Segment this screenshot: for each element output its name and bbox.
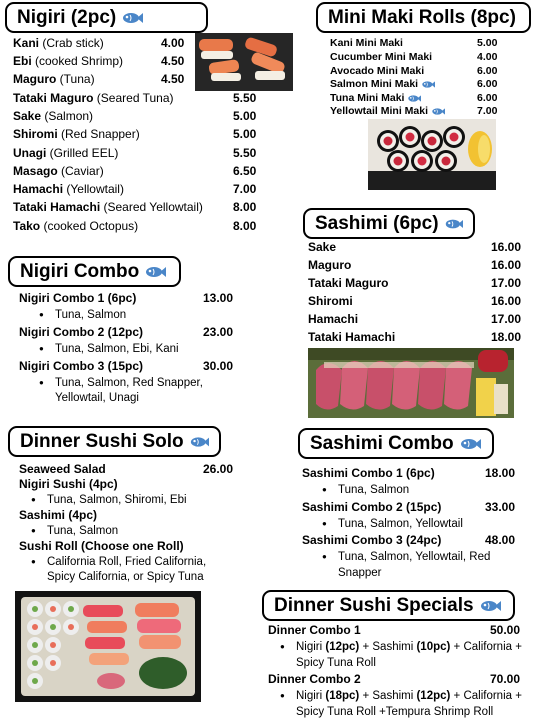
list-item: Kani Mini Maki <box>330 37 403 49</box>
list-item-detail: ● Nigiri (12pc) + Sashimi (10pc) + California + <box>296 640 522 655</box>
price: 17.00 <box>491 276 522 290</box>
list-item-detail-2: Yellowtail, Unagi <box>55 392 139 404</box>
list-item: Nigiri Sushi (4pc) <box>19 477 118 491</box>
price: 8.00 <box>233 200 257 214</box>
list-item: Shiromi <box>308 294 353 308</box>
price: 26.00 <box>203 462 234 476</box>
price: 16.00 <box>491 258 522 272</box>
mini-maki-photo <box>368 119 496 190</box>
price: 16.00 <box>491 294 522 308</box>
list-item-detail: ● Tuna, Salmon <box>55 308 126 323</box>
list-item: Kani (Crab stick) <box>13 36 104 50</box>
list-item-detail: ● Tuna, Salmon <box>47 524 118 539</box>
specials-title: Dinner Sushi Specials <box>274 594 474 616</box>
price: 5.00 <box>477 37 498 49</box>
specials-header <box>262 590 515 621</box>
price: 70.00 <box>490 672 521 686</box>
price: 30.00 <box>203 359 234 373</box>
price: 7.00 <box>233 182 257 196</box>
dinner-solo-header <box>8 426 221 457</box>
list-item: Sashimi Combo 2 (15pc) <box>302 500 442 514</box>
dinner-solo-title: Dinner Sushi Solo <box>20 430 184 452</box>
price: 8.00 <box>233 219 257 233</box>
list-item: Hamachi (Yellowtail) <box>13 182 124 196</box>
list-item-detail: ● California Roll, Fried California, <box>47 555 206 570</box>
list-item: Masago (Caviar) <box>13 164 104 178</box>
fish-icon <box>189 435 209 449</box>
list-item: Nigiri Combo 1 (6pc) <box>19 291 137 305</box>
price: 23.00 <box>203 325 234 339</box>
sashimi-combo-title: Sashimi Combo <box>310 432 454 454</box>
fish-icon <box>407 94 421 103</box>
list-item: Maguro <box>308 258 352 272</box>
list-item-detail: ● Tuna, Salmon, Yellowtail <box>338 517 463 532</box>
nigiri-photo <box>195 33 293 91</box>
mini-maki-title: Mini Maki Rolls (8pc) <box>328 6 516 28</box>
list-item: Sashimi Combo 3 (24pc) <box>302 533 442 547</box>
price: 6.00 <box>477 78 498 90</box>
dinner-platter-photo <box>15 591 201 702</box>
price: 5.50 <box>233 91 257 105</box>
list-item: Tataki Hamachi <box>308 330 396 344</box>
list-item: Nigiri Combo 3 (15pc) <box>19 359 144 373</box>
price: 16.00 <box>491 240 522 254</box>
sashimi-title: Sashimi (6pc) <box>315 212 439 234</box>
list-item-detail: ● Nigiri (18pc) + Sashimi (12pc) + California + <box>296 689 522 704</box>
list-item: Sashimi (4pc) <box>19 508 98 522</box>
price: 18.00 <box>491 330 522 344</box>
fish-icon <box>431 107 445 116</box>
sashimi-photo <box>308 348 514 418</box>
list-item: Ebi (cooked Shrimp) <box>13 54 124 68</box>
price: 6.50 <box>233 164 257 178</box>
fish-icon <box>444 217 463 231</box>
sashimi-header <box>303 208 475 239</box>
list-item: Avocado Mini Maki <box>330 65 425 77</box>
nigiri-combo-header <box>8 256 181 287</box>
list-item: Tuna Mini Maki <box>330 92 421 105</box>
nigiri-combo-title: Nigiri Combo <box>20 260 140 282</box>
list-item: Sake <box>308 240 337 254</box>
list-item: Dinner Combo 2 <box>268 672 361 686</box>
list-item-detail: ● Tuna, Salmon, Shiromi, Ebi <box>47 493 187 508</box>
fish-icon <box>459 437 481 451</box>
price: 4.50 <box>161 54 185 68</box>
fish-icon <box>479 599 501 613</box>
list-item: Dinner Combo 1 <box>268 623 361 637</box>
price: 13.00 <box>203 291 234 305</box>
price: 18.00 <box>485 466 516 480</box>
list-item-detail: ● Tuna, Salmon, Ebi, Kani <box>55 342 179 357</box>
price: 7.00 <box>477 105 498 117</box>
list-item-detail: ● Tuna, Salmon, Yellowtail, Red <box>338 550 490 565</box>
list-item: Sake (Salmon) <box>13 109 94 123</box>
price: 4.50 <box>161 72 185 86</box>
list-item: Nigiri Combo 2 (12pc) <box>19 325 144 339</box>
list-item: Hamachi <box>308 312 359 326</box>
list-item-detail-2: Spicy Tuna Roll <box>296 657 376 669</box>
price: 5.50 <box>233 146 257 160</box>
price: 50.00 <box>490 623 521 637</box>
price: 5.00 <box>233 127 257 141</box>
nigiri-title: Nigiri (2pc) <box>17 6 117 28</box>
list-item: Yellowtail Mini Maki <box>330 105 445 118</box>
list-item: Seaweed Salad <box>19 462 106 476</box>
list-item: Sashimi Combo 1 (6pc) <box>302 466 435 480</box>
list-item: Maguro (Tuna) <box>13 72 95 86</box>
list-item: Shiromi (Red Snapper) <box>13 127 140 141</box>
list-item-detail-2: Spicy Tuna Roll +Tempura Shrimp Roll <box>296 706 494 718</box>
list-item: Tako (cooked Octopus) <box>13 219 139 233</box>
price: 17.00 <box>491 312 522 326</box>
mini-maki-header <box>316 2 531 33</box>
price: 33.00 <box>485 500 516 514</box>
price: 5.00 <box>233 109 257 123</box>
fish-icon <box>121 11 143 25</box>
price: 4.00 <box>477 51 498 63</box>
list-item-detail-2: Snapper <box>338 567 382 579</box>
list-item: Salmon Mini Maki <box>330 78 435 91</box>
list-item: Sushi Roll (Choose one Roll) <box>19 539 184 553</box>
fish-icon <box>144 265 166 279</box>
price: 6.00 <box>477 92 498 104</box>
price: 4.00 <box>161 36 185 50</box>
list-item-detail-2: Spicy California, or Spicy Tuna <box>47 571 204 583</box>
fish-icon <box>421 80 435 89</box>
list-item: Tataki Hamachi (Seared Yellowtail) <box>13 200 203 214</box>
list-item: Cucumber Mini Maki <box>330 51 433 63</box>
list-item: Tataki Maguro (Seared Tuna) <box>13 91 174 105</box>
list-item-detail: ● Tuna, Salmon, Red Snapper, <box>55 376 203 391</box>
price: 6.00 <box>477 65 498 77</box>
list-item: Unagi (Grilled EEL) <box>13 146 119 160</box>
nigiri-header <box>5 2 208 33</box>
price: 48.00 <box>485 533 516 547</box>
list-item: Tataki Maguro <box>308 276 389 290</box>
list-item-detail: ● Tuna, Salmon <box>338 483 409 498</box>
sashimi-combo-header <box>298 428 494 459</box>
